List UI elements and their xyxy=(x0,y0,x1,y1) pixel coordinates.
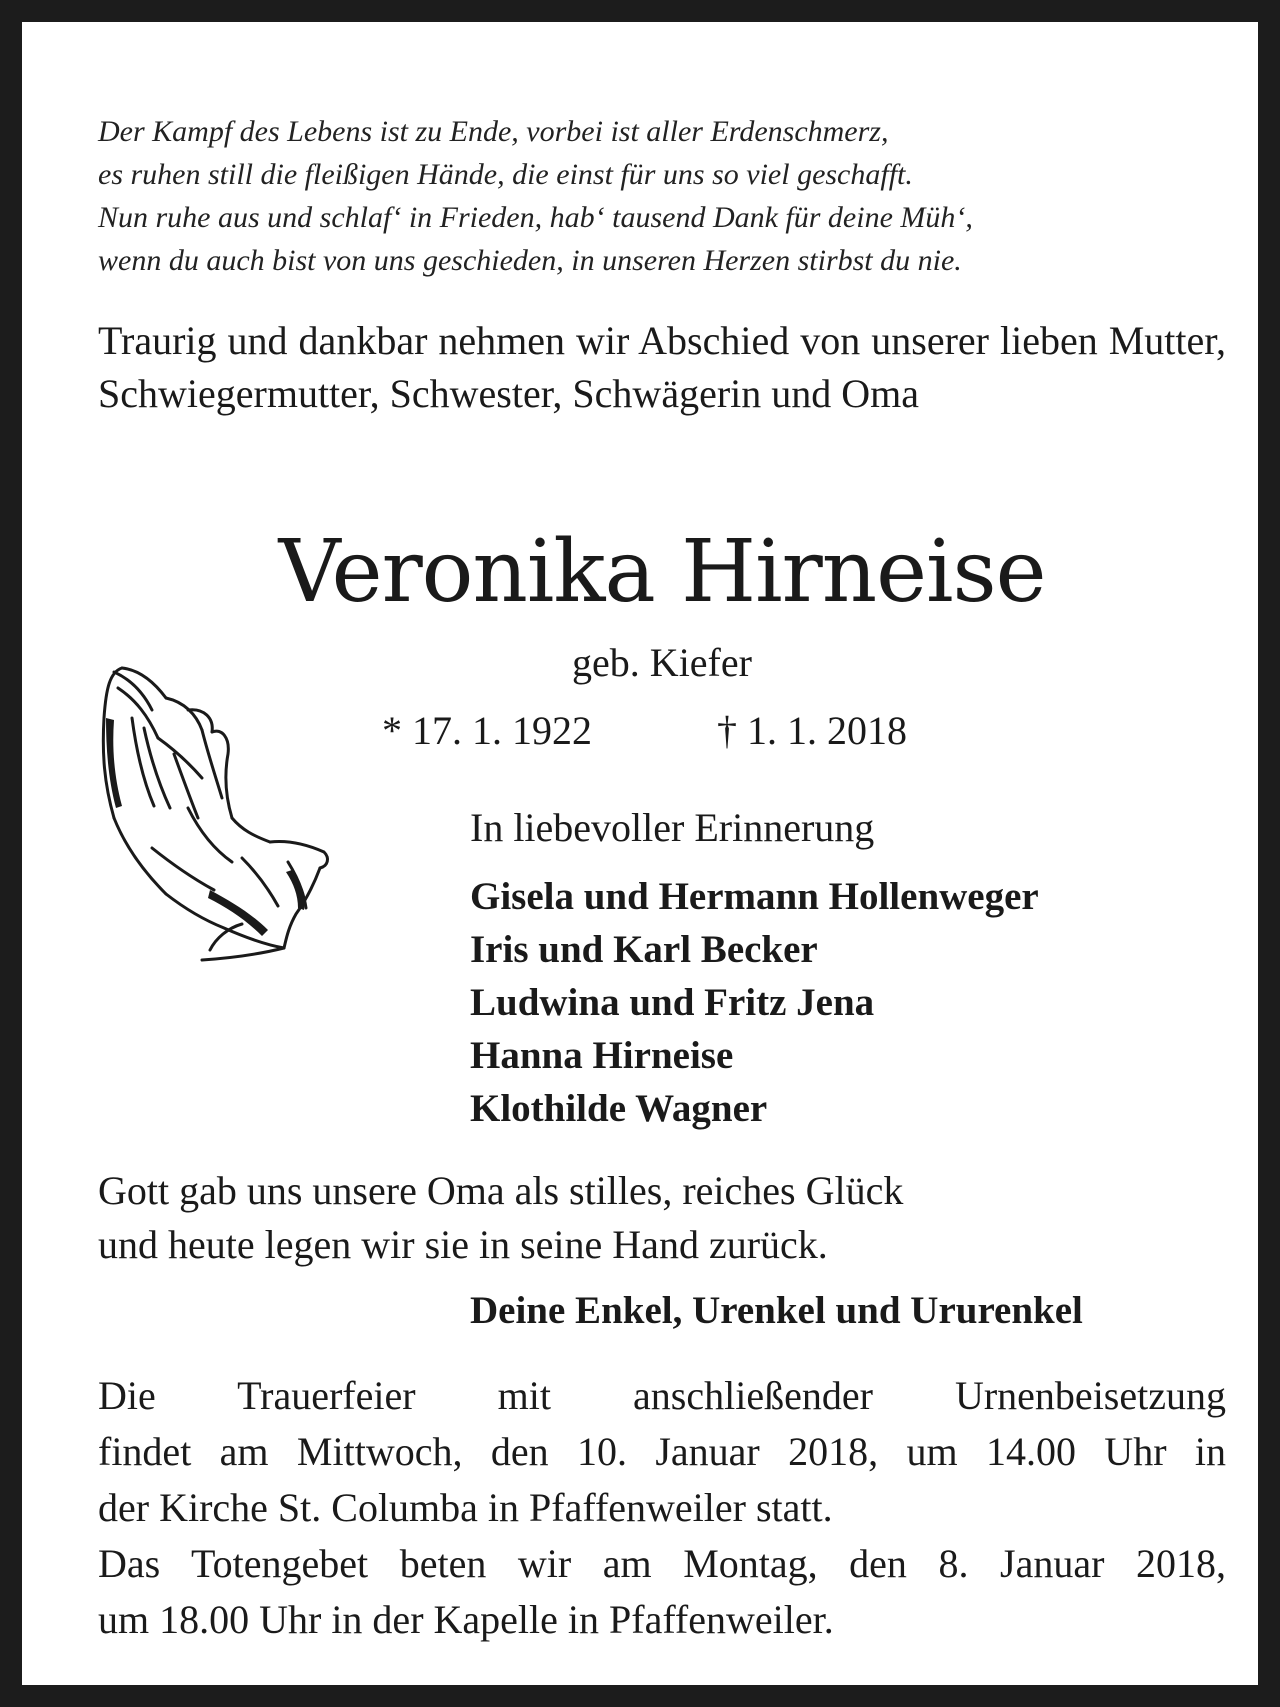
deceased-name: Veronika Hirneise xyxy=(278,522,1046,622)
service-line: der Kirche St. Columba in Pfaffenweiler statt. xyxy=(98,1485,833,1530)
service-info xyxy=(98,1368,1226,1648)
grandchildren-signature: Deine Enkel, Urenkel und Ururenkel xyxy=(470,1289,1083,1332)
prayer-line: um 18.00 Uhr in der Kapelle in Pfaffenweiler. xyxy=(98,1597,834,1642)
quote xyxy=(98,1164,903,1272)
death-date: † 1. 1. 2018 xyxy=(717,708,907,753)
poem-line: es ruhen still die fleißigen Hände, die einst für uns so viel geschafft. xyxy=(98,158,913,191)
mourner: Hanna Hirneise xyxy=(470,1034,734,1077)
mourner: Ludwina und Fritz Jena xyxy=(470,981,875,1024)
poem-line: wenn du auch bist von uns geschieden, in unseren Herzen stirbst du nie. xyxy=(98,244,962,277)
mourner: Gisela und Hermann Hollenweger xyxy=(470,875,1039,918)
poem xyxy=(98,110,1228,282)
praying-hands-icon xyxy=(92,658,352,978)
service-line: Die Trauerfeier mit anschließender Urnenbeisetzung xyxy=(98,1373,1226,1418)
service-line: findet am Mittwoch, den 10. Januar 2018, um 14.00 Uhr in xyxy=(98,1429,1226,1474)
quote-line: Gott gab uns unsere Oma als stilles, reiches Glück xyxy=(98,1168,904,1213)
prayer-line: Das Totengebet beten wir am Montag, den 8. Januar 2018, xyxy=(98,1541,1226,1586)
mourner: Iris und Karl Becker xyxy=(470,928,818,971)
intro-text: Traurig und dankbar nehmen wir Abschied von unserer lieben Mutter, Schwiegermutter, Schwester, Schwägerin und Oma xyxy=(98,318,1226,416)
maiden-name: geb. Kiefer xyxy=(572,640,752,685)
memory-label: In liebevoller Erinnerung xyxy=(470,805,875,850)
quote-line: und heute legen wir sie in seine Hand zurück. xyxy=(98,1222,828,1267)
mourners-list xyxy=(470,870,1039,1135)
life-dates xyxy=(382,706,907,756)
poem-line: Nun ruhe aus und schlaf‘ in Frieden, hab‘ tausend Dank für deine Müh‘, xyxy=(98,201,973,234)
birth-date: * 17. 1. 1922 xyxy=(382,708,592,753)
mourner: Klothilde Wagner xyxy=(470,1087,768,1130)
poem-line: Der Kampf des Lebens ist zu Ende, vorbei ist aller Erdenschmerz, xyxy=(98,115,889,148)
